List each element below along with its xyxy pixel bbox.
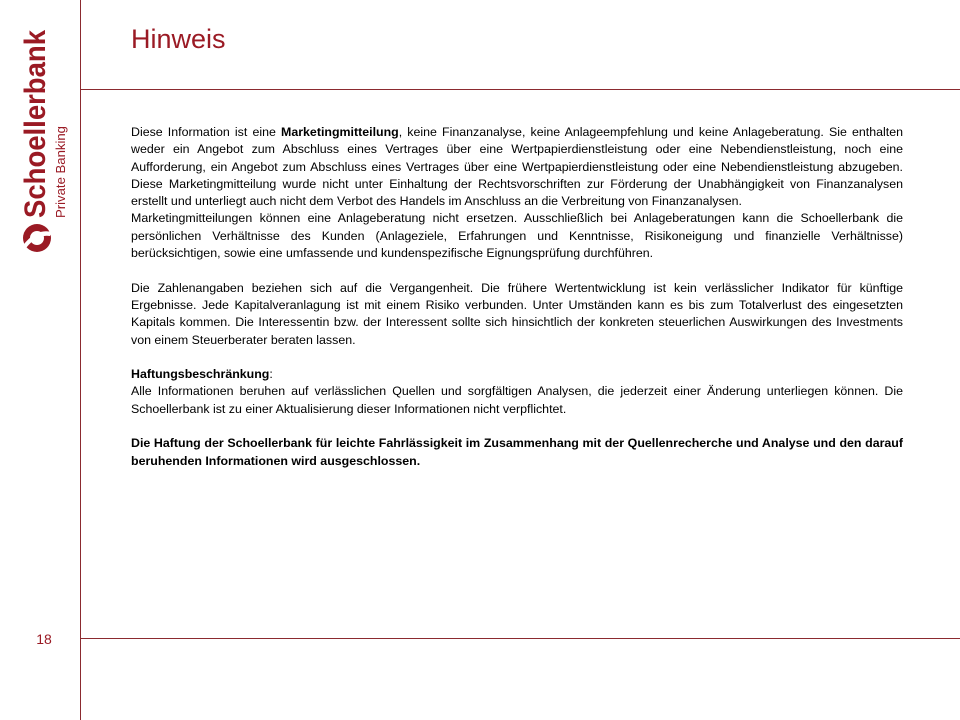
- logo-sub-text: Private Banking: [53, 126, 68, 218]
- vertical-divider: [80, 0, 81, 720]
- page-title: Hinweis: [131, 24, 226, 54]
- schoellerbank-emblem-icon: [23, 224, 52, 252]
- paragraph-marketing: Diese Information ist eine Marketingmitteilung, keine Finanzanalyse, keine Anlageempfehlung und keine Anlageberatung. Sie enthalten weder ein Angebot zum Abschluss eines Vertrages über eine Wertpapierdienstleistung oder eine Nebendienstleistung, noch eine Aufforderung, ein Angebot zum Abschluss eines Vertrages über eine Wertpapierdienstleistung oder eine Nebendienstleistung abzugeben. Diese Marketingmitteilung wurde nicht unter Einhaltung der Rechtsvorschriften zur Förderung der Unabhängigkeit von Finanzanalysen erstellt und unterliegt auch nicht dem Verbot des Handels im Anschluss an die Verbreitung von Finanzanalysen.: [131, 125, 903, 209]
- marketing-term: Marketingmitteilung: [281, 125, 399, 139]
- disclaimer-text: [131, 124, 903, 470]
- header-divider: [80, 89, 960, 90]
- schoellerbank-logo: [12, 28, 76, 268]
- logo-brand-text: Schoellerbank: [19, 28, 52, 218]
- footer-divider: [80, 638, 960, 639]
- paragraph-performance: Die Zahlenangaben beziehen sich auf die Vergangenheit. Die frühere Wertentwicklung ist kein verlässlicher Indikator für künftige Ergebnisse. Jede Kapitalveranlagung ist mit einem Risiko verbunden. Unter Umständen kann es bis zum Totalverlust des eingesetzten Kapitals kommen. Die Interessentin bzw. der Interessent sollte sich hinsichtlich der konkreten steuerlichen Auswirkungen des Investments von einem Steuerberater beraten lassen.: [131, 280, 903, 347]
- liability-heading: Haftungsbeschränkung:: [131, 367, 273, 382]
- page-number: 18: [36, 631, 52, 647]
- paragraph-liability-exclusion: Die Haftung der Schoellerbank für leichte Fahrlässigkeit im Zusammenhang mit der Quellenrecherche und Analyse und den darauf beruhenden Informationen wird ausgeschlossen.: [131, 436, 903, 468]
- paragraph-sources: Alle Informationen beruhen auf verlässlichen Quellen und sorgfältigen Analysen, die jederzeit einer Änderung unterliegen können. Die Schoellerbank ist zu einer Aktualisierung dieser Informationen nicht verpflichtet.: [131, 384, 903, 416]
- paragraph-advice: Marketingmitteilungen können eine Anlageberatung nicht ersetzen. Ausschließlich bei Anlageberatungen kann die Schoellerbank die persönlichen Verhältnisse des Kunden (Anlageziele, Erfahrungen und Kenntnisse, Risikoneigung und finanzielle Verhältnisse) berücksichtigen, sowie eine umfassende und kundenspezifische Eignungsprüfung durchführen.: [131, 211, 903, 261]
